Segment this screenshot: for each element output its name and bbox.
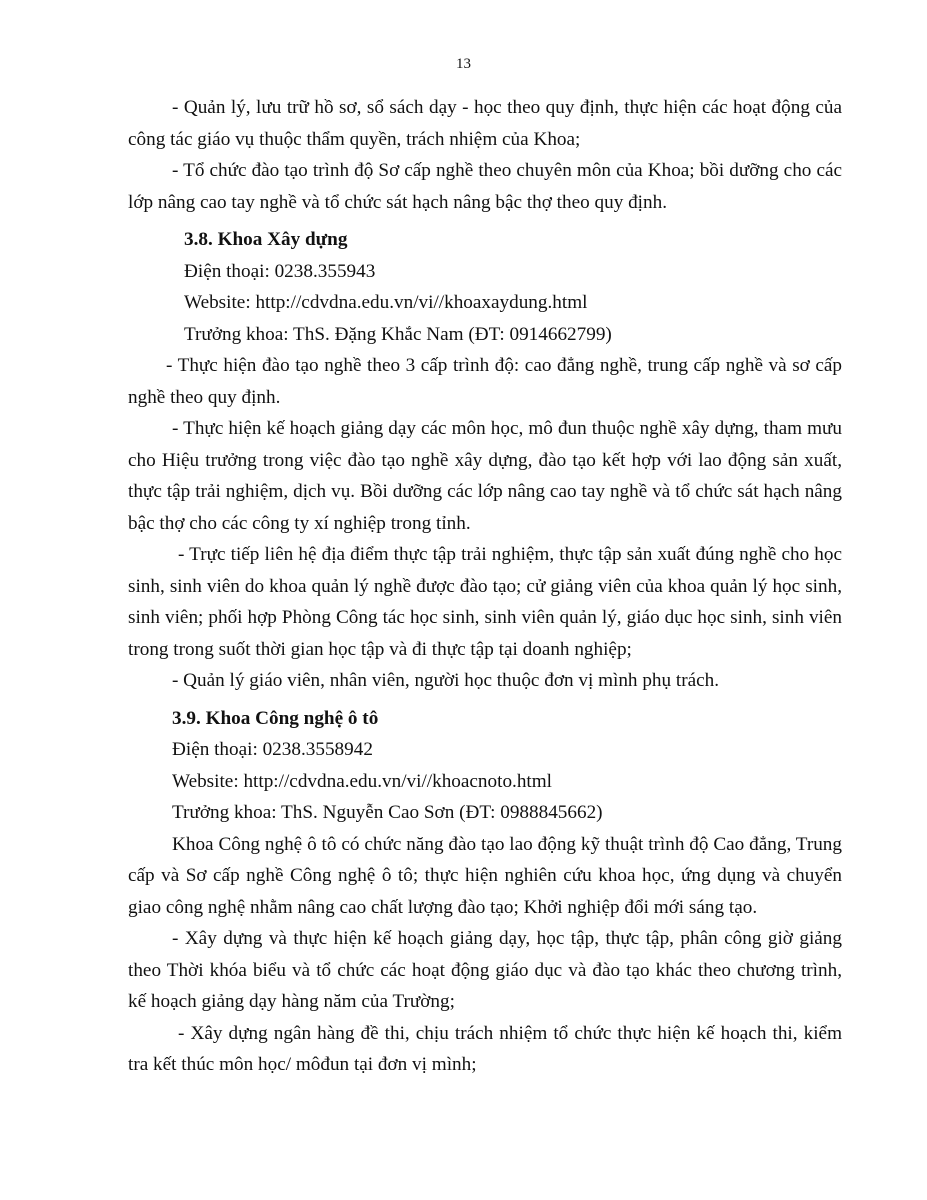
- paragraph-records-management: - Quản lý, lưu trữ hồ sơ, sổ sách dạy - học theo quy định, thực hiện các hoạt động của công tác giáo vụ thuộc thẩm quyền, trách nhiệm của Khoa;: [128, 97, 842, 150]
- section-heading-3-9: 3.9. Khoa Công nghệ ô tô: [172, 707, 379, 729]
- section-3-8-head: Trưởng khoa: ThS. Đặng Khắc Nam (ĐT: 0914662799): [184, 323, 612, 345]
- page-content: [128, 92, 842, 1081]
- section-3-8-item: - Thực hiện đào tạo nghề theo 3 cấp trình độ: cao đẳng nghề, trung cấp nghề và sơ cấp nghề theo quy định.: [128, 355, 842, 408]
- section-3-9-head: Trưởng khoa: ThS. Nguyễn Cao Sơn (ĐT: 0988845662): [172, 802, 603, 823]
- section-3-8-phone: Điện thoại: 0238.355943: [184, 260, 376, 282]
- section-3-9-website: Website: http://cdvdna.edu.vn/vi//khoacnoto.html: [172, 770, 553, 792]
- section-3-9-intro: Khoa Công nghệ ô tô có chức năng đào tạo lao động kỹ thuật trình độ Cao đẳng, Trung cấp và Sơ cấp nghề Công nghệ ô tô; thực hiện nghiên cứu khoa học, ứng dụng và chuyển giao công nghệ nhằm nâng cao chất lượng đào tạo; Khởi nghiệp đổi mới sáng tạo.: [128, 833, 842, 918]
- paragraph-primary-training: - Tổ chức đào tạo trình độ Sơ cấp nghề theo chuyên môn của Khoa; bồi dưỡng cho các lớp nâng cao tay nghề và tổ chức sát hạch nâng bậc thợ theo quy định.: [128, 160, 842, 213]
- section-3-8-item: - Thực hiện kế hoạch giảng dạy các môn học, mô đun thuộc nghề xây dựng, tham mưu cho Hiệu trưởng trong việc đào tạo nghề xây dựng, đào tạo kết hợp với lao động sản xuất, thực tập trải nghiệm, dịch vụ. Bồi dưỡng các lớp nâng cao tay nghề và tổ chức sát hạch nâng bậc thợ cho các công ty xí nghiệp trong tỉnh.: [128, 418, 842, 534]
- section-3-9-item: - Xây dựng và thực hiện kế hoạch giảng dạy, học tập, thực tập, phân công giờ giảng theo Thời khóa biểu và tổ chức các hoạt động giáo dục và đào tạo khác theo chương trình, kế hoạch giảng dạy hàng năm của Trường;: [128, 928, 842, 1012]
- section-3-9-item: - Xây dựng ngân hàng đề thi, chịu trách nhiệm tổ chức thực hiện kế hoạch thi, kiểm tra kết thúc môn học/ môđun tại đơn vị mình;: [128, 1022, 842, 1075]
- section-3-8-item: - Quản lý giáo viên, nhân viên, người học thuộc đơn vị mình phụ trách.: [172, 670, 720, 691]
- section-heading-3-8: 3.8. Khoa Xây dựng: [184, 229, 348, 250]
- page-number: 13: [456, 56, 471, 72]
- section-3-8-item: - Trực tiếp liên hệ địa điểm thực tập trải nghiệm, thực tập sản xuất đúng nghề cho học sinh, sinh viên do khoa quản lý nghề được đào tạo; cử giảng viên của khoa quản lý học sinh, sinh viên; phối hợp Phòng Công tác học sinh, sinh viên quản lý, giáo dục học sinh, sinh viên trong trong suốt thời gian học tập và đi thực tập tại doanh nghiệp;: [128, 544, 842, 660]
- section-3-9-phone: Điện thoại: 0238.3558942: [172, 739, 373, 760]
- section-3-8-website: Website: http://cdvdna.edu.vn/vi//khoaxaydung.html: [184, 292, 588, 313]
